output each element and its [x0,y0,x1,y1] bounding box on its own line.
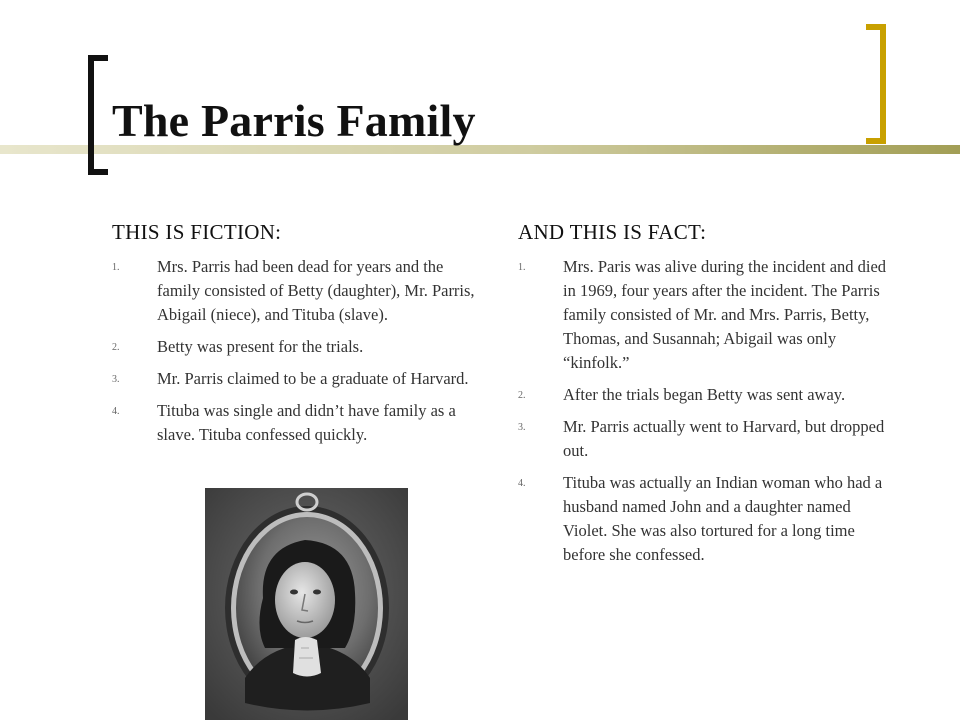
list-item [112,335,482,359]
slide-title: The Parris Family [112,95,476,146]
list-text: Tituba was actually an Indian woman who had a husband named John and a daughter named Violet. She was also tortured for a long time before she confessed. [563,473,883,564]
fiction-column [112,220,482,455]
list-number: 2. [112,342,120,353]
list-item [518,415,898,463]
list-text: Tituba was single and didn’t have family as a slave. Tituba confessed quickly. [157,401,456,444]
portrait-photo-icon [205,488,408,720]
fact-list [518,255,898,567]
fact-column [518,220,898,575]
left-bracket-decoration [88,55,108,175]
list-number: 2. [518,390,526,401]
list-number: 4. [112,406,120,417]
list-item [518,471,898,567]
list-text: Mrs. Paris was alive during the incident and died in 1969, four years after the incident. The Parris family consisted of Mr. and Mrs. Parris, Betty, Thomas, and Susannah; Abigail was only “kinfolk.” [563,257,887,372]
list-text: Mrs. Parris had been dead for years and the family consisted of Betty (daughter), Mr. Parris, Abigail (niece), and Tituba (slave). [157,257,475,324]
right-bracket-decoration [866,24,886,144]
list-number: 3. [112,374,120,385]
list-text: After the trials began Betty was sent away. [563,385,846,404]
list-text: Mr. Parris actually went to Harvard, but dropped out. [563,417,885,460]
list-text: Mr. Parris claimed to be a graduate of Harvard. [157,369,469,388]
list-item [518,255,898,375]
list-number: 1. [112,262,120,273]
list-item [112,255,482,327]
list-number: 4. [518,478,526,489]
list-text: Betty was present for the trials. [157,337,364,356]
list-number: 1. [518,262,526,273]
list-number: 3. [518,422,526,433]
portrait-image [205,488,408,720]
fact-heading: AND THIS IS FACT: [518,220,707,244]
list-item [518,383,898,407]
fiction-heading: THIS IS FICTION: [112,220,282,244]
fiction-list [112,255,482,447]
list-item [112,399,482,447]
list-item [112,367,482,391]
